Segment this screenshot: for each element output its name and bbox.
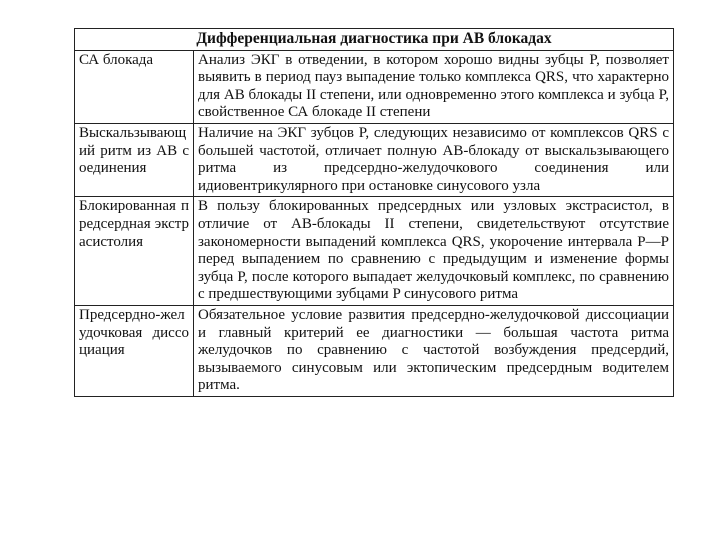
- row-term-sa-block: СА блокада: [75, 50, 194, 123]
- table-row: [75, 50, 674, 123]
- table-row: [75, 123, 674, 196]
- table-title: Дифференциальная диагностика при АВ блокадах: [75, 29, 674, 51]
- row-term-av-dissociation: Предсердно-желудочковая диссоциация: [75, 305, 194, 396]
- row-term-blocked-extrasystole: Блокированная предсердная экстрасистолия: [75, 197, 194, 306]
- differential-diagnosis-table: [74, 28, 674, 397]
- row-description: В пользу блокированных предсердных или узловых экстрасистол, в отличие от АВ-блокады II степени, свидетельствуют отсутствие закономерности выпадений комплекса QRS, укорочение интервала P—P перед выпадением по сравнению с предыдущим и изменение формы зубца P, после которого выпадает желудочковый комплекс, по сравнению с предшествующими зубцами P синусового ритма: [194, 197, 674, 306]
- table-row: [75, 305, 674, 396]
- table-header-row: [75, 29, 674, 51]
- row-description: Наличие на ЭКГ зубцов P, следующих независимо от комплексов QRS с большей частотой, отличает полную АВ-блокаду от выскальзывающего ритма из предсердно-желудочкового соединения или идиовентрикулярного при остановке синусового узла: [194, 123, 674, 196]
- row-term-escape-rhythm: Выскальзывающий ритм из АВ соединения: [75, 123, 194, 196]
- table-row: [75, 197, 674, 306]
- row-description: Обязательное условие развития предсердно-желудочковой диссоциации и главный критерий ее диагностики — большая частота ритма желудочков по сравнению с частотой возбуждения предсердий, вызываемого синусовым или эктопическим предсердным водителем ритма.: [194, 305, 674, 396]
- row-description: Анализ ЭКГ в отведении, в котором хорошо видны зубцы P, позволяет выявить в период пауз выпадение только комплекса QRS, что характерно для АВ блокады II степени, или одновременно этого комплекса и зубца P, свойственное СА блокаде II степени: [194, 50, 674, 123]
